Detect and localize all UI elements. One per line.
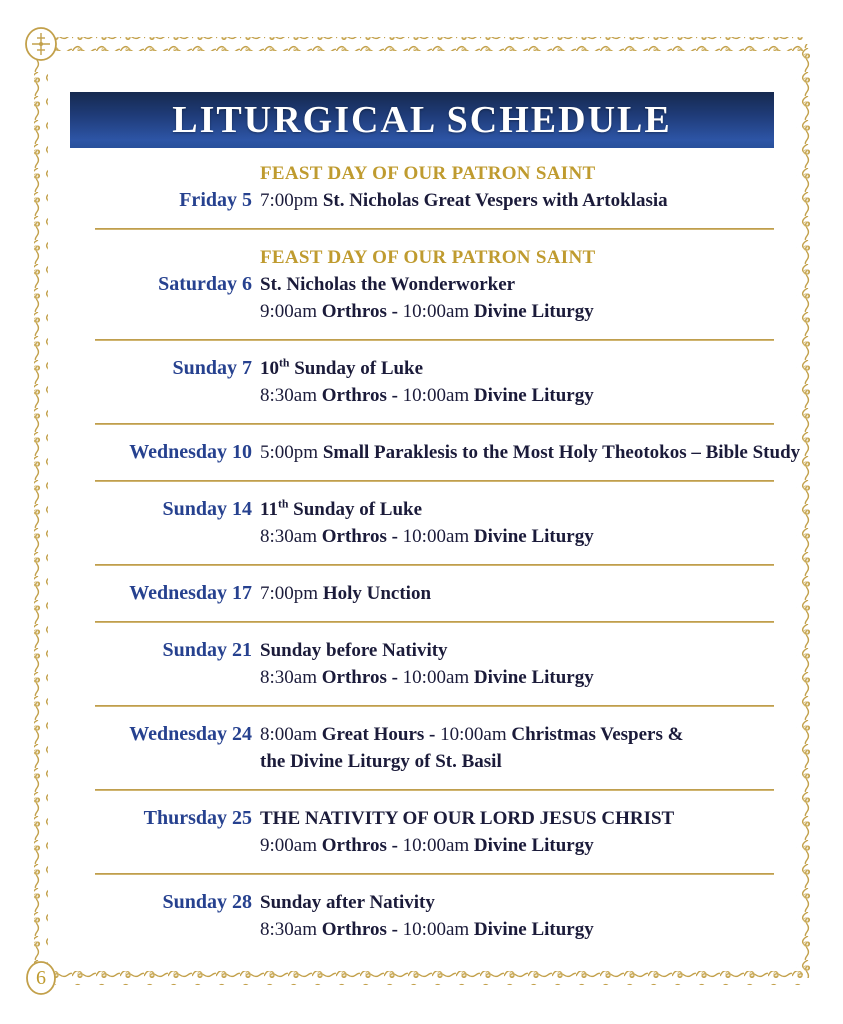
event-line bbox=[260, 805, 674, 832]
event-text-segment: Divine Liturgy bbox=[473, 835, 594, 856]
event-text-segment: Divine Liturgy bbox=[473, 919, 594, 940]
event-line bbox=[260, 382, 594, 409]
event-text-segment: Sunday of Luke bbox=[288, 499, 423, 520]
event-text-segment: Orthros - bbox=[321, 919, 403, 940]
schedule-entry bbox=[70, 580, 774, 607]
event-line bbox=[260, 664, 594, 691]
event-text-segment: 8:00am bbox=[260, 724, 322, 745]
event-text-segment: Orthros - bbox=[321, 835, 403, 856]
event-line bbox=[260, 187, 668, 214]
event-text-segment: 10:00am bbox=[402, 385, 474, 406]
event-text-segment: Divine Liturgy bbox=[473, 301, 594, 322]
entry-divider bbox=[95, 705, 774, 707]
event-text-segment: St. Nicholas Great Vespers with Artoklasia bbox=[322, 190, 668, 211]
event-line bbox=[260, 298, 595, 325]
schedule-entry bbox=[70, 496, 774, 550]
event-text-segment: 9:00am bbox=[260, 301, 322, 322]
entry-divider bbox=[95, 564, 774, 566]
event-text-segment: Orthros - bbox=[321, 301, 403, 322]
event-text-segment: 11 bbox=[260, 499, 278, 520]
event-text-segment: St. Nicholas the Wonderworker bbox=[260, 274, 516, 295]
event-line bbox=[260, 832, 674, 859]
entry-day-label: Wednesday 24 bbox=[129, 723, 252, 745]
event-line bbox=[260, 916, 594, 943]
event-text-segment: 8:30am bbox=[260, 667, 322, 688]
event-text-segment: Sunday before Nativity bbox=[260, 640, 448, 661]
entry-content bbox=[260, 637, 594, 691]
event-text-segment: 10:00am bbox=[402, 301, 474, 322]
event-text-segment: the Divine Liturgy of St. Basil bbox=[260, 751, 502, 772]
entry-day-label: Sunday 14 bbox=[162, 498, 252, 520]
event-text-segment: 10:00am bbox=[402, 526, 474, 547]
entry-day-label: Sunday 21 bbox=[162, 639, 252, 661]
entry-day-label: Saturday 6 bbox=[158, 273, 252, 295]
entry-day-label: Sunday 28 bbox=[162, 891, 252, 913]
event-text-segment: Orthros - bbox=[321, 385, 403, 406]
entry-divider bbox=[95, 480, 774, 482]
feast-day-heading: FEAST DAY OF OUR PATRON SAINT bbox=[260, 247, 596, 268]
page-number: 6 bbox=[36, 967, 46, 989]
entry-content bbox=[260, 160, 668, 214]
event-text-segment: 8:30am bbox=[260, 385, 322, 406]
event-text-segment: 10 bbox=[260, 358, 279, 379]
event-line bbox=[260, 889, 594, 916]
event-text-segment: 10:00am bbox=[402, 919, 474, 940]
event-text-segment: Small Paraklesis to the Most Holy Theotokos – Bible Study bbox=[322, 442, 801, 463]
feast-day-heading: FEAST DAY OF OUR PATRON SAINT bbox=[260, 163, 596, 184]
event-text-segment: Divine Liturgy bbox=[473, 667, 594, 688]
cross-medallion bbox=[26, 28, 56, 60]
entry-day-label: Wednesday 10 bbox=[129, 441, 252, 463]
entry-divider bbox=[95, 789, 774, 791]
event-line bbox=[260, 637, 594, 664]
schedule-entry bbox=[70, 889, 774, 943]
entry-content bbox=[260, 889, 594, 943]
title-banner bbox=[70, 92, 774, 148]
event-text-segment: 10:00am bbox=[440, 724, 512, 745]
event-text-segment: Orthros - bbox=[321, 667, 403, 688]
event-text-segment: Sunday after Nativity bbox=[260, 892, 435, 913]
event-text-segment: th bbox=[279, 356, 290, 370]
page-title: LITURGICAL SCHEDULE bbox=[172, 99, 672, 141]
entry-content bbox=[260, 580, 431, 607]
entry-day-label: Sunday 7 bbox=[172, 357, 252, 379]
event-text-segment: 7:00pm bbox=[260, 190, 323, 211]
event-line bbox=[260, 496, 594, 523]
event-text-segment: Divine Liturgy bbox=[473, 385, 594, 406]
event-text-segment: 5:00pm bbox=[260, 442, 323, 463]
schedule-entry bbox=[70, 244, 774, 325]
event-text-segment: Holy Unction bbox=[322, 583, 432, 604]
border-bottom bbox=[55, 971, 803, 985]
event-text-segment: 8:30am bbox=[260, 919, 322, 940]
entry-content bbox=[260, 355, 594, 409]
event-text-segment: Divine Liturgy bbox=[473, 526, 594, 547]
entry-content bbox=[260, 721, 683, 775]
event-text-segment: Great Hours - bbox=[321, 724, 441, 745]
border-right bbox=[796, 44, 810, 978]
event-line bbox=[260, 580, 431, 607]
event-line bbox=[260, 748, 683, 775]
entry-content bbox=[260, 244, 595, 325]
border-top bbox=[55, 37, 803, 51]
entry-content bbox=[260, 439, 801, 466]
border-left bbox=[34, 60, 48, 963]
event-text-segment: 7:00pm bbox=[260, 583, 323, 604]
event-line bbox=[260, 523, 594, 550]
event-text-segment: Orthros - bbox=[321, 526, 403, 547]
event-text-segment: Christmas Vespers & bbox=[511, 724, 684, 745]
event-text-segment: 10:00am bbox=[402, 667, 474, 688]
entry-day-label: Wednesday 17 bbox=[129, 582, 252, 604]
event-line bbox=[260, 439, 801, 466]
schedule-entry bbox=[70, 637, 774, 691]
entry-content bbox=[260, 805, 674, 859]
entry-divider bbox=[95, 621, 774, 623]
entry-divider bbox=[95, 339, 774, 341]
entry-content bbox=[260, 496, 594, 550]
entry-divider bbox=[95, 228, 774, 230]
event-text-segment: 10:00am bbox=[402, 835, 474, 856]
event-text-segment: th bbox=[277, 497, 289, 511]
schedule-list bbox=[70, 160, 801, 943]
schedule-entry bbox=[70, 721, 774, 775]
schedule-entry bbox=[70, 805, 774, 859]
entry-day-label: Friday 5 bbox=[179, 189, 252, 211]
event-text-segment: 9:00am bbox=[260, 835, 322, 856]
event-line bbox=[260, 721, 683, 748]
event-line bbox=[260, 355, 594, 382]
entry-divider bbox=[95, 423, 774, 425]
schedule-entry bbox=[70, 439, 801, 466]
schedule-entry bbox=[70, 355, 774, 409]
event-text-segment: Sunday of Luke bbox=[289, 358, 424, 379]
schedule-entry bbox=[70, 160, 774, 214]
event-line bbox=[260, 271, 595, 298]
event-text-segment: 8:30am bbox=[260, 526, 322, 547]
event-text-segment: THE NATIVITY OF OUR LORD JESUS CHRIST bbox=[260, 808, 675, 829]
entry-divider bbox=[95, 873, 774, 875]
entry-day-label: Thursday 25 bbox=[143, 807, 252, 829]
